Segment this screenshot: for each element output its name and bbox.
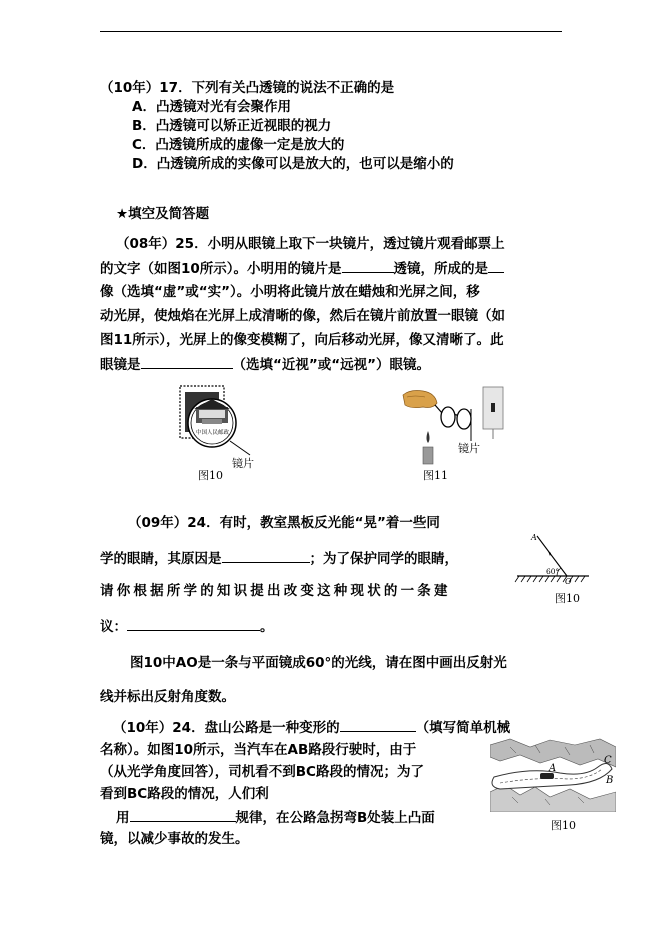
q24-09-line-2 [100, 549, 458, 568]
q24-10-line-3: （从光学角度回答），司机看不到BC路段的情况；为了 [100, 764, 424, 780]
road-label-c: C [604, 755, 612, 766]
road-label-b: B [606, 775, 614, 786]
q24-10-line-6: 镜，以减少事故的发生。 [100, 831, 249, 847]
q25-line-6 [100, 355, 430, 374]
q25-line-4: 动光屏，使烛焰在光屏上成清晰的像，然后在镜片前放置一眼镜（如 [100, 308, 505, 324]
mirror-point-a: A [531, 533, 537, 542]
q24-10-line-5 [116, 808, 435, 827]
fig11-lens-label: 镜片 [458, 442, 480, 455]
q24-10-line-5b: 规律，在公路急拐弯B处装上凸面 [235, 810, 435, 826]
q24-09-line-4a: 议： [100, 619, 127, 635]
q25-line-6b: （选填“近视”或“远视”）眼镜。 [232, 357, 430, 373]
mirror-fig-caption: 图10 [555, 592, 580, 605]
mirror-angle-label: 60° [546, 567, 560, 576]
q24-10-blank-law[interactable] [130, 808, 236, 822]
fig10-lens-label: 镜片 [232, 457, 254, 470]
q24-09-line-1: （09年）24．有时，教室黑板反光能“晃”着一些同 [128, 515, 440, 531]
q24-10-line-2: 名称）。如图10所示，当汽车在AB路段行驶时，由于 [100, 742, 417, 758]
fig10-caption: 图10 [198, 469, 223, 482]
q17-option-d: D．凸透镜所成的实像可以是放大的，也可以是缩小的 [132, 156, 454, 172]
q24-09-line-4 [100, 617, 274, 636]
q25-blank-glasses[interactable] [141, 355, 233, 369]
road-fig-caption: 图10 [551, 819, 576, 832]
q25-line-1: （08年）25．小明从眼镜上取下一块镜片，透过镜片观看邮票上 [116, 236, 505, 252]
fig11-caption: 图11 [423, 469, 448, 482]
fig10-stamp-illustration [172, 383, 262, 463]
q24-10-line-4: 看到BC路段的情况，人们利 [100, 786, 269, 802]
road-label-a: A [549, 763, 557, 774]
q25-line-2 [100, 259, 504, 278]
fig10-stamp-text: 中国人民邮政 [196, 430, 230, 436]
q17-title: （10年）17．下列有关凸透镜的说法不正确的是 [100, 80, 395, 96]
q24-10-line-1b: （填写简单机械 [415, 720, 511, 736]
q24-10-line-1a: （10年）24．盘山公路是一种变形的 [113, 720, 340, 736]
mirror-point-o: O [565, 577, 572, 586]
q17-option-a: A．凸透镜对光有会聚作用 [132, 99, 291, 115]
q24-09-blank-suggestion[interactable] [127, 617, 260, 631]
q25-line-5: 图11所示），光屏上的像变模糊了，向后移动光屏，像又清晰了。此 [100, 332, 504, 348]
q25-line-6a: 眼镜是 [100, 357, 141, 373]
section-title: ★填空及简答题 [116, 206, 210, 222]
q24-10-line-1 [113, 718, 510, 737]
q24-10-blank-machine[interactable] [340, 718, 416, 732]
q25-line-2b: 透镜，所成的是 [393, 261, 489, 277]
q25-blank-image-type[interactable] [488, 259, 504, 273]
q17-option-c: C．凸透镜所成的虚像一定是放大的 [132, 137, 345, 153]
q24-09-line-2a: 学的眼睛，其原因是 [100, 551, 222, 567]
q25-blank-lens-type[interactable] [342, 259, 394, 273]
q24-09-line-2b: ；为了保护同学的眼睛， [309, 551, 458, 567]
q24-09-line-4b: 。 [260, 619, 274, 635]
q24-09-line-6: 线并标出反射角度数。 [100, 689, 235, 705]
header-rule [100, 31, 562, 32]
q17-option-b: B．凸透镜可以矫正近视眼的视力 [132, 118, 332, 134]
q24-10-line-5a: 用 [116, 810, 130, 826]
q25-line-3: 像（选填“虚”或“实”）。小明将此镜片放在蜡烛和光屏之间，移 [100, 284, 480, 300]
q24-09-line-3: 请你根据所学的知识提出改变这种现状的一条建 [100, 583, 451, 599]
q25-line-2a: 的文字（如图10所示）。小明用的镜片是 [100, 261, 342, 277]
mirror-reflection-figure [513, 528, 593, 590]
q24-09-line-5: 图10中AO是一条与平面镜成60°的光线，请在图中画出反射光 [130, 655, 507, 671]
q24-09-blank-reason[interactable] [222, 549, 310, 563]
mountain-road-figure [490, 737, 616, 812]
